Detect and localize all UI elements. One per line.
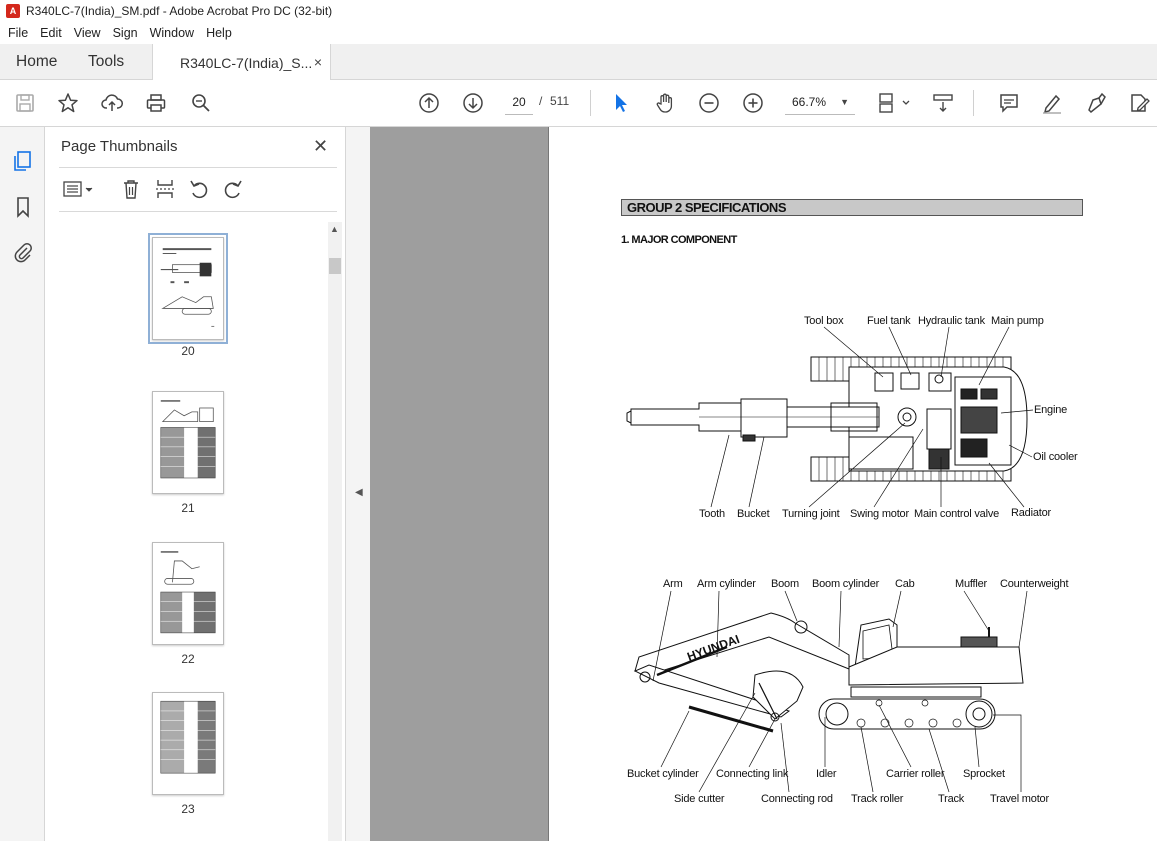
label-main-control-valve: Main control valve bbox=[914, 508, 1000, 520]
menu-help[interactable]: Help bbox=[206, 26, 232, 40]
label-main-pump: Main pump bbox=[991, 315, 1044, 327]
select-cursor-icon[interactable] bbox=[609, 91, 633, 115]
label-engine: Engine bbox=[1034, 404, 1068, 416]
group-title: GROUP 2 SPECIFICATIONS bbox=[621, 199, 1083, 216]
menu-file[interactable]: File bbox=[8, 26, 29, 40]
menu-view[interactable]: View bbox=[73, 26, 101, 40]
hyundai-boom-lettering: HYUNDAI bbox=[685, 631, 742, 664]
thumbnail-toolbar bbox=[59, 175, 337, 205]
page-thumbnails-panel bbox=[45, 127, 345, 841]
label-fuel-tank: Fuel tank bbox=[867, 315, 911, 327]
options-menu-icon[interactable] bbox=[61, 177, 97, 201]
label-track-roller: Track roller bbox=[851, 793, 904, 805]
upload-cloud-icon[interactable] bbox=[100, 91, 124, 115]
label-tool-box: Tool box bbox=[804, 315, 844, 327]
page-number-input[interactable]: 20 bbox=[505, 90, 533, 115]
panel-divider bbox=[59, 211, 337, 212]
attachment-icon[interactable] bbox=[11, 240, 35, 264]
label-tooth: Tooth bbox=[699, 508, 725, 520]
label-arm-cylinder: Arm cylinder bbox=[697, 578, 756, 590]
edit-pdf-icon[interactable] bbox=[1127, 91, 1151, 115]
highlight-pen-icon[interactable] bbox=[1040, 91, 1064, 115]
tab-bar bbox=[0, 44, 1157, 80]
label-boom-cylinder: Boom cylinder bbox=[812, 578, 880, 590]
label-swing-motor: Swing motor bbox=[850, 508, 909, 520]
page-thumbnails-icon[interactable] bbox=[11, 149, 35, 173]
label-side-cutter: Side cutter bbox=[674, 793, 725, 805]
comment-icon[interactable] bbox=[997, 91, 1021, 115]
delete-page-icon[interactable] bbox=[119, 177, 143, 201]
label-turning-joint: Turning joint bbox=[782, 508, 840, 520]
label-sprocket: Sprocket bbox=[963, 768, 1005, 780]
scrollbar-thumb[interactable] bbox=[329, 258, 341, 274]
thumbnail-scrollbar[interactable] bbox=[328, 222, 342, 841]
menu-edit[interactable]: Edit bbox=[40, 26, 62, 40]
extract-page-icon[interactable] bbox=[153, 177, 177, 201]
thumbnail-page-20[interactable] bbox=[152, 237, 224, 340]
main-toolbar bbox=[0, 80, 1157, 127]
panel-collapse-strip[interactable] bbox=[345, 127, 370, 841]
chevron-down-icon: ▼ bbox=[840, 97, 849, 107]
zoom-search-icon[interactable] bbox=[189, 91, 213, 115]
zoom-in-icon[interactable] bbox=[741, 91, 765, 115]
thumbnail-page-23[interactable] bbox=[152, 692, 224, 795]
star-icon[interactable] bbox=[56, 91, 80, 115]
label-radiator: Radiator bbox=[1011, 507, 1051, 519]
thumbnail-page-number: 22 bbox=[181, 652, 195, 666]
label-hydraulic-tank: Hydraulic tank bbox=[918, 315, 985, 327]
label-muffler: Muffler bbox=[955, 578, 988, 590]
scroll-mode-icon[interactable] bbox=[931, 91, 955, 115]
print-icon[interactable] bbox=[144, 91, 168, 115]
save-icon[interactable] bbox=[13, 91, 37, 115]
leader-lines bbox=[549, 127, 1157, 841]
rotate-clockwise-icon[interactable] bbox=[221, 177, 245, 201]
tab-document[interactable] bbox=[152, 44, 331, 81]
close-tab-icon[interactable]: × bbox=[313, 54, 322, 70]
toolbar-divider bbox=[590, 90, 591, 116]
bookmark-icon[interactable] bbox=[11, 195, 35, 219]
next-page-icon[interactable] bbox=[461, 91, 485, 115]
label-connecting-rod: Connecting rod bbox=[761, 793, 833, 805]
menu-bar bbox=[0, 22, 1157, 44]
menu-window[interactable]: Window bbox=[149, 26, 195, 40]
document-tab-label: R340LC-7(India)_S... bbox=[180, 54, 313, 71]
thumbnail-page-21[interactable] bbox=[152, 391, 224, 494]
sign-pen-icon[interactable] bbox=[1084, 91, 1108, 115]
scroll-up-icon[interactable]: ▲ bbox=[330, 224, 339, 234]
hand-tool-icon[interactable] bbox=[653, 91, 677, 115]
total-pages: 511 bbox=[550, 94, 570, 108]
thumbnail-page-number: 21 bbox=[181, 501, 195, 515]
label-idler: Idler bbox=[816, 768, 837, 780]
label-cab: Cab bbox=[895, 578, 915, 590]
page-fit-icon[interactable] bbox=[876, 91, 912, 115]
label-counterweight: Counterweight bbox=[1000, 578, 1069, 590]
label-connecting-link: Connecting link bbox=[716, 768, 789, 780]
thumbnail-list bbox=[45, 222, 327, 841]
document-viewport[interactable] bbox=[370, 127, 1157, 841]
panel-divider bbox=[59, 167, 337, 168]
previous-page-icon[interactable] bbox=[417, 91, 441, 115]
menu-sign[interactable]: Sign bbox=[112, 26, 138, 40]
tab-home[interactable]: Home bbox=[16, 53, 58, 70]
page-separator: / bbox=[539, 94, 543, 108]
label-track: Track bbox=[938, 793, 965, 805]
label-arm: Arm bbox=[663, 578, 683, 590]
label-bucket: Bucket bbox=[737, 508, 770, 520]
close-icon[interactable]: ✕ bbox=[313, 136, 329, 156]
thumbnail-page-number: 20 bbox=[181, 344, 195, 358]
tab-tools[interactable]: Tools bbox=[88, 53, 125, 70]
rotate-counterclockwise-icon[interactable] bbox=[187, 177, 211, 201]
label-bucket-cylinder: Bucket cylinder bbox=[627, 768, 699, 780]
zoom-level-value: 66.7% bbox=[792, 95, 827, 109]
thumbnail-page-22[interactable] bbox=[152, 542, 224, 645]
toolbar-divider bbox=[973, 90, 974, 116]
zoom-out-icon[interactable] bbox=[697, 91, 721, 115]
left-navigation-rail bbox=[0, 127, 45, 841]
acrobat-app-icon: A bbox=[6, 4, 20, 18]
section-title: 1. MAJOR COMPONENT bbox=[621, 234, 737, 246]
zoom-level-dropdown[interactable] bbox=[785, 90, 855, 115]
label-travel-motor: Travel motor bbox=[990, 793, 1049, 805]
pdf-page bbox=[548, 127, 1157, 841]
panel-title: Page Thumbnails bbox=[61, 138, 178, 155]
label-carrier-roller: Carrier roller bbox=[886, 768, 945, 780]
title-bar bbox=[0, 0, 1157, 22]
window-title: R340LC-7(India)_SM.pdf - Adobe Acrobat Pro DC (32-bit) bbox=[26, 4, 333, 18]
thumbnail-page-number: 23 bbox=[181, 802, 195, 816]
label-boom: Boom bbox=[771, 578, 799, 590]
label-oil-cooler: Oil cooler bbox=[1033, 451, 1078, 463]
collapse-panel-icon[interactable]: ◀ bbox=[355, 487, 363, 498]
